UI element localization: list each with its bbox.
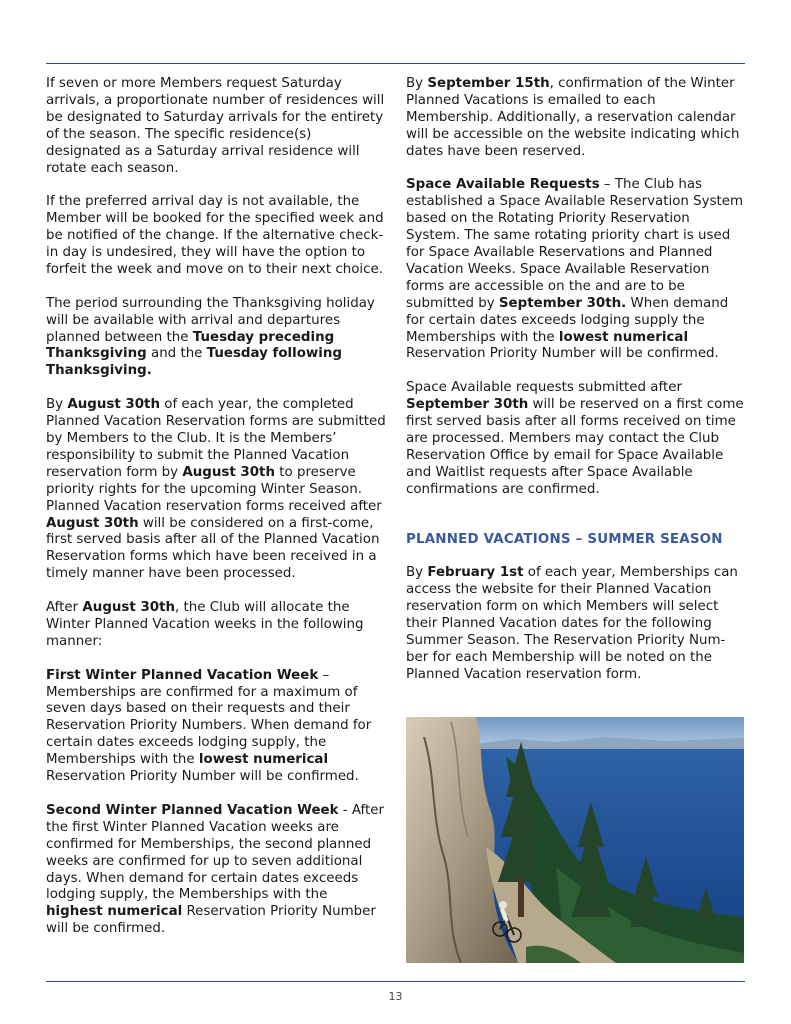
- text: Reservation Priority Number will be confirmed.: [46, 769, 359, 785]
- text: After: [46, 600, 83, 616]
- text: The period surrounding the Thanksgiving holiday will be available with arrival and departures planned between the: [46, 295, 375, 345]
- text: will be considered on a first-come, first served basis after all of the Planned Vacation Reservation forms which have been received in a timely manner have been processed.: [46, 515, 380, 582]
- bold-text: lowest numerical: [198, 752, 329, 768]
- bold-text: September 30th: [406, 397, 529, 413]
- text: Reservation Priority Number will be confirmed.: [406, 346, 719, 362]
- bold-text: February 1st: [427, 565, 524, 581]
- text: to preserve priority rights for the upcoming Winter Season. Planned Vacation reservation forms received after: [46, 464, 382, 514]
- paragraph-preferred-arrival: [46, 194, 386, 279]
- paragraph-second-week: [46, 803, 386, 938]
- bottom-rule: [46, 981, 745, 982]
- page-number: 13: [388, 990, 403, 1003]
- bold-text: August 30th: [46, 515, 139, 531]
- left-column: [46, 76, 386, 955]
- bold-text: August 30th: [82, 600, 176, 616]
- text: of each year, the completed Planned Vacation Reservation forms are submitted by Members to the Club. It is the Members’ responsibility to submit the Planned Vacation reservation form by: [46, 397, 386, 480]
- lake-trail-illustration: [406, 717, 744, 963]
- text: of each year, Memberships can access the website for their Planned Vacation reservation form on which Members will select their Planned Vacation dates for the following Summer Season. The Reservation Priority Num-ber for each Membership will be noted on the Planned Vacation reservation form.: [406, 565, 738, 682]
- text: – Memberships are confirmed for a maximum of seven days based on their requests and their Reservation Priority Numbers. When demand for certain dates exceeds lodging supply, the Memberships with the: [46, 667, 372, 768]
- section-heading-summer: PLANNED VACATIONS – SUMMER SEASON: [406, 531, 723, 547]
- bold-text: First Winter Planned Vacation Week: [46, 667, 319, 683]
- text: If the preferred arrival day is not available, the Member will be booked for the specified week and be notified of the change. If the alternative check- in day is undesired, they will have the option to forfeit the week and move on to their next choice.: [46, 194, 384, 277]
- paragraph-september-confirmation: [406, 76, 746, 161]
- right-column: [406, 76, 746, 701]
- bold-text: August 30th: [67, 397, 160, 413]
- top-rule: [46, 63, 745, 64]
- text: If seven or more Members request Saturday arrivals, a proportionate number of residences will be designated to Saturday arrivals for the entirety of the season. The specific residence(s) designated as a Saturday arrival residence will rotate each season.: [46, 76, 385, 176]
- paragraph-thanksgiving: [46, 296, 386, 381]
- bold-text: lowest numerical: [558, 329, 689, 345]
- text: - After the first Winter Planned Vacation weeks are confirmed for Memberships, the second planned weeks are confirmed for up to seven additional days. When demand for certain dates exceeds lodging supply, the Memberships with the: [46, 802, 385, 903]
- text: By: [406, 565, 428, 581]
- paragraph-saturday-arrivals: [46, 76, 386, 177]
- text: – The Club has established a Space Available Reservation System based on the Rotating Priority Reservation System. The same rotating priority chart is used for Space Available Reservations and Planned Vacation Weeks. Space Available Reservation forms are accessible on the and are to be submitted by: [406, 177, 744, 311]
- paragraph-first-week: [46, 668, 386, 786]
- bold-text: Space Available Requests: [406, 177, 600, 193]
- bold-text: September 15th: [427, 76, 550, 91]
- paragraph-allocation: [46, 600, 386, 651]
- text: will be reserved on a first come first served basis after all forms received on time are processed. Members may contact the Club Reservation Office by email for Space Available and Waitlist requests after Space Available confirmations are confirmed.: [406, 397, 744, 497]
- bold-text: Tuesday following Thanksgiving.: [46, 346, 343, 379]
- bold-text: highest numerical: [46, 904, 183, 920]
- lake-trail-photo: [406, 717, 744, 963]
- bold-text: Tuesday preceding Thanksgiving: [46, 329, 335, 362]
- paragraph-space-available: [406, 177, 746, 363]
- paragraph-february: [406, 565, 746, 683]
- paragraph-august-deadline: [46, 397, 386, 583]
- text: , confirmation of the Winter Planned Vacations is emailed to each Membership. Additionally, a reservation calendar will be accessible on the website indicating which dates have been reserved.: [406, 76, 740, 159]
- text: , the Club will allocate the Winter Planned Vacation weeks in the following manner:: [46, 600, 364, 649]
- bold-text: September 30th.: [498, 295, 627, 311]
- text: Reservation Priority Number will be confirmed.: [46, 904, 376, 937]
- text: Space Available requests submitted after: [406, 380, 682, 396]
- bold-text: August 30th: [182, 464, 275, 480]
- bold-text: Second Winter Planned Vacation Week: [46, 802, 339, 818]
- text: By: [46, 397, 68, 413]
- paragraph-space-available-after: [406, 380, 746, 498]
- text: and the: [146, 346, 207, 362]
- text: By: [406, 76, 428, 91]
- text: When demand for certain dates exceeds lodging supply the Memberships with the: [406, 295, 729, 345]
